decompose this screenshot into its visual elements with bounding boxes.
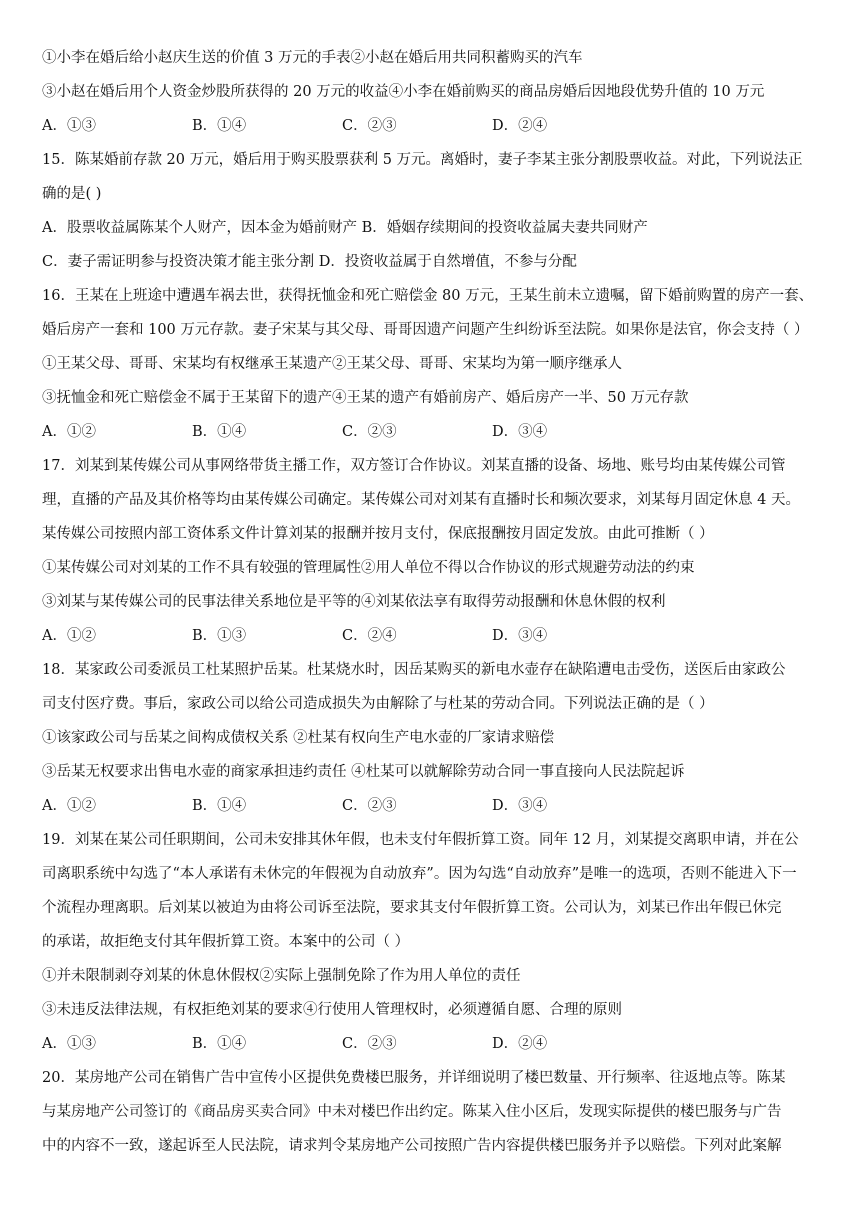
q16-option-b: B．①④ [192, 424, 247, 440]
q20-stem-line-1: 20．某房地产公司在销售广告中宣传小区提供免费楼巴服务，并详细说明了楼巴数量、开行频率、往返地点等。陈某 [42, 1070, 786, 1086]
q18-stem-line-1: 18．某家政公司委派员工杜某照护岳某。杜某烧水时，因岳某购买的新电水壶存在缺陷遭电击受伤，送医后由家政公 [42, 662, 786, 678]
q15-options-ab: A．股票收益属陈某个人财产，因本金为婚前财产 B．婚姻存续期间的投资收益属夫妻共同财产 [42, 220, 648, 236]
q14-option-a: A．①③ [42, 118, 96, 134]
q19-stem-line-3: 个流程办理离职。后刘某以被迫为由将公司诉至法院，要求其支付年假折算工资。公司认为，刘某已作出年假已休完 [42, 900, 782, 916]
q14-option-c: C．②③ [342, 118, 397, 134]
q15-options-cd: C．妻子需证明参与投资决策才能主张分割 D．投资收益属于自然增值，不参与分配 [42, 254, 577, 270]
q19-option-b: B．①④ [192, 1036, 247, 1052]
q16-statement-2: ③抚恤金和死亡赔偿金不属于王某留下的遗产④王某的遗产有婚前房产、婚后房产一半、50 万元存款 [42, 390, 689, 406]
q17-option-a: A．①② [42, 628, 96, 644]
q15-stem-line-2: 确的是( ) [42, 186, 102, 202]
q18-option-c: C．②③ [342, 798, 397, 814]
q18-statement-1: ①该家政公司与岳某之间构成债权关系 ②杜某有权向生产电水壶的厂家请求赔偿 [42, 730, 555, 746]
q19-option-d: D．②④ [492, 1036, 548, 1052]
q15-stem-line-1: 15．陈某婚前存款 20 万元，婚后用于购买股票获利 5 万元。离婚时，妻子李某主张分割股票收益。对此，下列说法正 [42, 152, 803, 168]
q16-option-d: D．③④ [492, 424, 548, 440]
q17-stem-line-1: 17．刘某到某传媒公司从事网络带货主播工作，双方签订合作协议。刘某直播的设备、场地、账号均由某传媒公司管 [42, 458, 786, 474]
q16-option-c: C．②③ [342, 424, 397, 440]
q16-statement-1: ①王某父母、哥哥、宋某均有权继承王某遗产②王某父母、哥哥、宋某均为第一顺序继承人 [42, 356, 622, 372]
q19-option-a: A．①③ [42, 1036, 96, 1052]
q17-stem-line-2: 理，直播的产品及其价格等均由某传媒公司确定。某传媒公司对刘某有直播时长和频次要求，刘某每月固定休息 4 天。 [42, 492, 800, 508]
q19-stem-line-2: 司离职系统中勾选了“本人承诺有未休完的年假视为自动放弃”。因为勾选“自动放弃”是唯一的选项，否则不能进入下一 [42, 866, 797, 882]
q17-option-d: D．③④ [492, 628, 548, 644]
q18-stem-line-2: 司支付医疗费。事后，家政公司以给公司造成损失为由解除了与杜某的劳动合同。下列说法正确的是（ ） [42, 696, 714, 712]
q14-option-b: B．①④ [192, 118, 247, 134]
q19-option-c: C．②③ [342, 1036, 397, 1052]
q16-stem-line-2: 婚后房产一套和 100 万元存款。妻子宋某与其父母、哥哥因遗产问题产生纠纷诉至法院。如果你是法官，你会支持（ ） [42, 322, 809, 338]
q18-statement-2: ③岳某无权要求出售电水壶的商家承担违约责任 ④杜某可以就解除劳动合同一事直接向人民法院起诉 [42, 764, 685, 780]
q20-stem-line-3: 中的内容不一致，遂起诉至人民法院，请求判令某房地产公司按照广告内容提供楼巴服务并予以赔偿。下列对此案解 [42, 1138, 782, 1154]
q17-option-c: C．②④ [342, 628, 397, 644]
q19-stem-line-1: 19．刘某在某公司任职期间，公司未安排其休年假，也未支付年假折算工资。同年 12 月，刘某提交离职申请，并在公 [42, 832, 799, 848]
q20-stem-line-2: 与某房地产公司签订的《商品房买卖合同》中未对楼巴作出约定。陈某入住小区后，发现实际提供的楼巴服务与广告 [42, 1104, 782, 1120]
q19-statement-1: ①并未限制剥夺刘某的休息休假权②实际上强制免除了作为用人单位的责任 [42, 968, 521, 984]
q18-option-d: D．③④ [492, 798, 548, 814]
q14-option-d: D．②④ [492, 118, 548, 134]
q17-option-b: B．①③ [192, 628, 247, 644]
q17-stem-line-3: 某传媒公司按照内部工资体系文件计算刘某的报酬并按月支付，保底报酬按月固定发放。由此可推断（ ） [42, 526, 714, 542]
q16-option-a: A．①② [42, 424, 96, 440]
q19-stem-line-4: 的承诺，故拒绝支付其年假折算工资。本案中的公司（ ） [42, 934, 410, 950]
q18-option-b: B．①④ [192, 798, 247, 814]
q17-statement-1: ①某传媒公司对刘某的工作不具有较强的管理属性②用人单位不得以合作协议的形式规避劳动法的约束 [42, 560, 695, 576]
q14-statement-2: ③小赵在婚后用个人资金炒股所获得的 20 万元的收益④小李在婚前购买的商品房婚后因地段优势升值的 10 万元 [42, 84, 765, 100]
q19-statement-2: ③未违反法律法规，有权拒绝刘某的要求④行使用人管理权时，必须遵循自愿、合理的原则 [42, 1002, 622, 1018]
q16-stem-line-1: 16．王某在上班途中遭遇车祸去世，获得抚恤金和死亡赔偿金 80 万元，王某生前未立遗嘱，留下婚前购置的房产一套、 [42, 288, 814, 304]
q14-statement-1: ①小李在婚后给小赵庆生送的价值 3 万元的手表②小赵在婚后用共同积蓄购买的汽车 [42, 50, 583, 66]
q18-option-a: A．①② [42, 798, 96, 814]
q17-statement-2: ③刘某与某传媒公司的民事法律关系地位是平等的④刘某依法享有取得劳动报酬和休息休假的权利 [42, 594, 666, 610]
